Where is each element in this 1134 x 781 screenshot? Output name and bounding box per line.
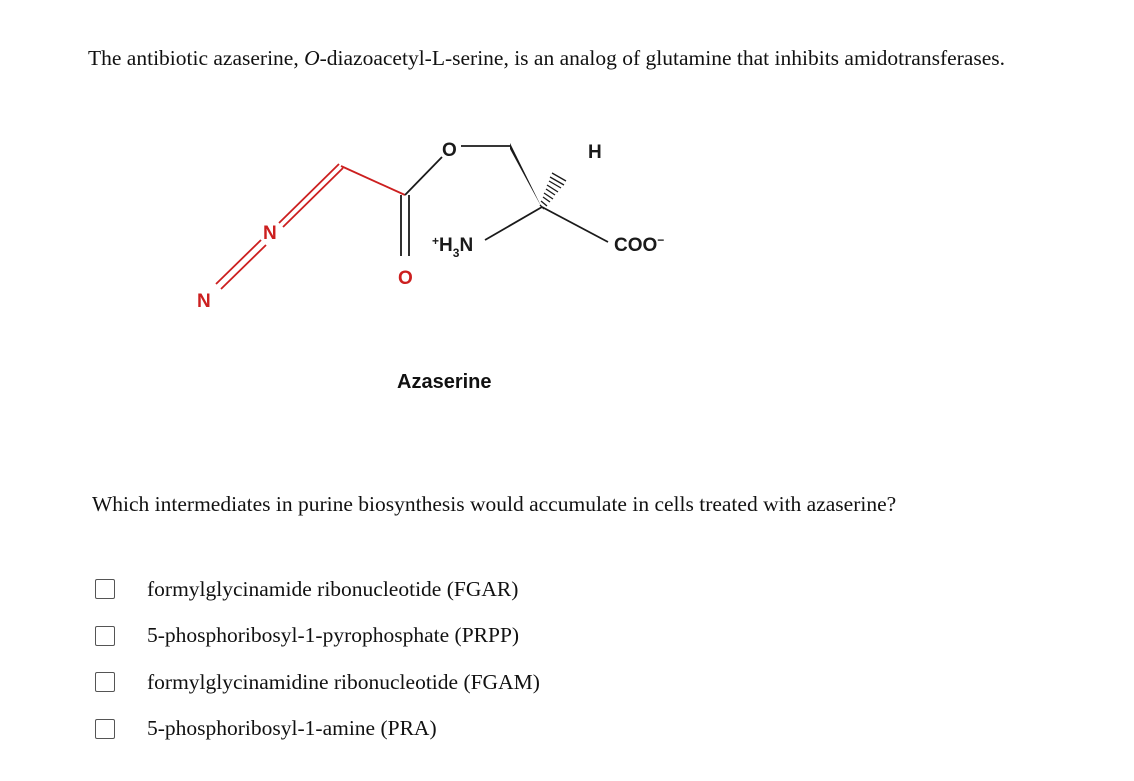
azaserine-structure [180, 120, 700, 410]
skeleton-bonds [405, 146, 608, 242]
option-prpp[interactable] [95, 613, 540, 660]
diazo-bonds [216, 164, 405, 289]
carbonyl-bond [401, 195, 409, 256]
azaserine-structure-drawing [180, 120, 700, 410]
intro-text [88, 46, 1005, 71]
atom-o-ester: O [442, 140, 457, 161]
carboxylate-charge: − [657, 233, 665, 247]
atom-n-terminal: N [197, 291, 211, 312]
checkbox-fgar[interactable] [95, 579, 115, 599]
checkbox-prpp[interactable] [95, 626, 115, 646]
amine-group [432, 234, 473, 260]
atom-o-carbonyl: O [398, 268, 413, 289]
intro-italic-o: O [304, 46, 320, 70]
checkbox-fgam[interactable] [95, 672, 115, 692]
option-label-fgam[interactable]: formylglycinamidine ribonucleotide (FGAM) [147, 669, 540, 694]
intro-part-1: The antibiotic azaserine, [88, 46, 305, 70]
wedge-bond [510, 143, 542, 208]
atom-h: H [588, 142, 602, 163]
option-fgar[interactable] [95, 566, 540, 613]
amine-charge: + [432, 234, 440, 248]
option-label-pra[interactable]: 5-phosphoribosyl-1-amine (PRA) [147, 716, 437, 741]
amine-h: H [439, 235, 453, 256]
carboxylate-group [614, 233, 664, 256]
option-label-prpp[interactable]: 5-phosphoribosyl-1-pyrophosphate (PRPP) [147, 623, 520, 648]
carboxylate-label: COO [614, 235, 658, 256]
checkbox-pra[interactable] [95, 719, 115, 739]
option-pra[interactable] [95, 706, 540, 753]
atom-n-middle: N [263, 223, 277, 244]
intro-part-2: -diazoacetyl-L-serine, is an analog of glutamine that inhibits amidotransferases. [319, 46, 1006, 70]
hashed-bond [540, 173, 566, 209]
amine-subscript: 3 [452, 246, 460, 260]
option-fgam[interactable] [95, 659, 540, 706]
option-label-fgar[interactable]: formylglycinamide ribonucleotide (FGAR) [147, 576, 519, 601]
amine-n: N [459, 235, 474, 256]
molecule-name: Azaserine [397, 371, 492, 393]
question-text: Which intermediates in purine biosynthesis would accumulate in cells treated with azaserine? [92, 492, 897, 516]
answer-options [95, 566, 540, 752]
